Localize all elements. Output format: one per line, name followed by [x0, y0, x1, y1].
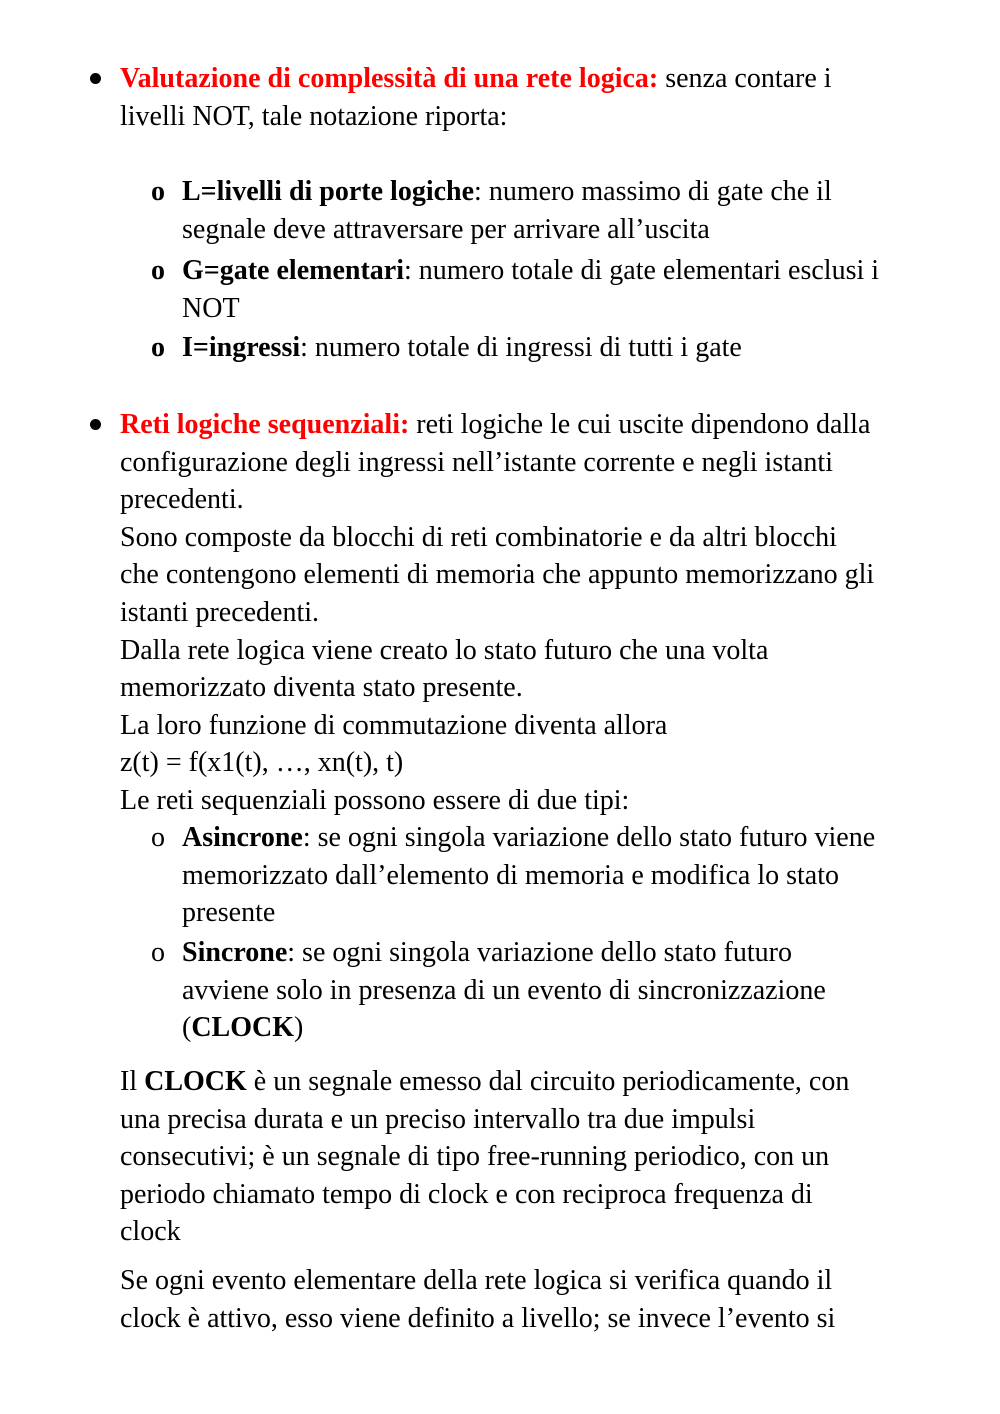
sync-desc: avviene solo in presenza di un evento di sincronizzazione — [182, 974, 826, 1006]
sequential-heading: Reti logiche sequenziali: — [120, 409, 410, 440]
list-item-async — [182, 819, 942, 932]
complexity-intro-1: senza contare i — [658, 63, 832, 94]
sub-bullet-icon: o — [151, 822, 165, 853]
list-item-inputs — [182, 329, 942, 367]
clock-line: clock — [120, 1216, 181, 1248]
sequential-line: configurazione degli ingressi nell’istante corrente e negli istanti — [120, 446, 833, 478]
sequential-line: reti logiche le cui uscite dipendono dalla — [409, 409, 871, 440]
sequential-paragraph — [120, 406, 950, 820]
clock-line: consecutivi; è un segnale di tipo free-running periodico, con un — [120, 1141, 830, 1173]
levels-desc-2: segnale deve attraversare per arrivare all’uscita — [182, 213, 710, 245]
clock-term: CLOCK — [144, 1066, 247, 1097]
list-item-levels — [182, 173, 942, 248]
async-desc: memorizzato dall’elemento di memoria e modifica lo stato — [182, 859, 839, 891]
bullet-icon — [90, 419, 101, 430]
sequential-line: Le reti sequenziali possono essere di due tipi: — [120, 784, 630, 816]
clock-term: CLOCK — [191, 1012, 295, 1044]
sequential-line: precedenti. — [120, 484, 244, 516]
sequential-line: che contengono elementi di memoria che appunto memorizzano gli — [120, 559, 875, 591]
complexity-paragraph — [120, 60, 950, 135]
term-inputs: I=ingressi — [182, 332, 301, 363]
gates-desc-1: : numero totale di gate elementari esclusi i — [403, 255, 880, 286]
level-line: Se ogni evento elementare della rete logica si verifica quando il — [120, 1265, 833, 1296]
list-item-gates — [182, 252, 942, 327]
term-gates: G=gate elementari — [182, 255, 404, 286]
sub-bullet-icon: o — [151, 937, 165, 968]
term-sync: Sincrone — [182, 937, 288, 968]
clock-line: una precisa durata e un preciso intervallo tra due impulsi — [120, 1103, 756, 1135]
sync-desc: : se ogni singola variazione dello stato futuro — [287, 937, 792, 968]
bullet-icon — [90, 73, 101, 84]
inputs-desc-1: : numero totale di ingressi di tutti i gate — [300, 332, 742, 363]
sequential-line: Dalla rete logica viene creato lo stato futuro che una volta — [120, 634, 769, 666]
sync-paren: ) — [294, 1012, 304, 1044]
sequential-line: memorizzato diventa stato presente. — [120, 672, 523, 704]
sequential-line: La loro funzione di commutazione diventa allora — [120, 709, 668, 741]
complexity-intro-2: livelli NOT, tale notazione riporta: — [120, 100, 508, 132]
level-line: clock è attivo, esso viene definito a livello; se invece l’evento si — [120, 1302, 836, 1334]
list-item-sync — [182, 934, 942, 1047]
formula-line: z(t) = f(x1(t), …, xn(t), t) — [120, 747, 404, 779]
sequential-line: Sono composte da blocchi di reti combinatorie e da altri blocchi — [120, 521, 837, 553]
clock-line: periodo chiamato tempo di clock e con reciproca frequenza di — [120, 1178, 813, 1210]
sub-bullet-icon: o — [151, 255, 165, 286]
clock-line: è un segnale emesso dal circuito periodicamente, con — [246, 1066, 850, 1097]
levels-desc-1: : numero massimo di gate che il — [474, 176, 832, 207]
level-paragraph — [120, 1262, 950, 1337]
sub-bullet-icon: o — [151, 176, 165, 207]
clock-prefix: Il — [120, 1066, 145, 1097]
async-desc: presente — [182, 897, 276, 929]
gates-desc-2: NOT — [182, 292, 240, 324]
term-levels: L=livelli di porte logiche — [182, 176, 475, 207]
async-desc: : se ogni singola variazione dello stato futuro viene — [302, 822, 876, 853]
sequential-line: istanti precedenti. — [120, 596, 320, 628]
term-async: Asincrone — [182, 822, 303, 853]
sync-paren: ( — [182, 1012, 192, 1044]
complexity-heading: Valutazione di complessità di una rete logica: — [120, 63, 659, 94]
clock-paragraph — [120, 1063, 950, 1251]
sub-bullet-icon: o — [151, 332, 165, 363]
